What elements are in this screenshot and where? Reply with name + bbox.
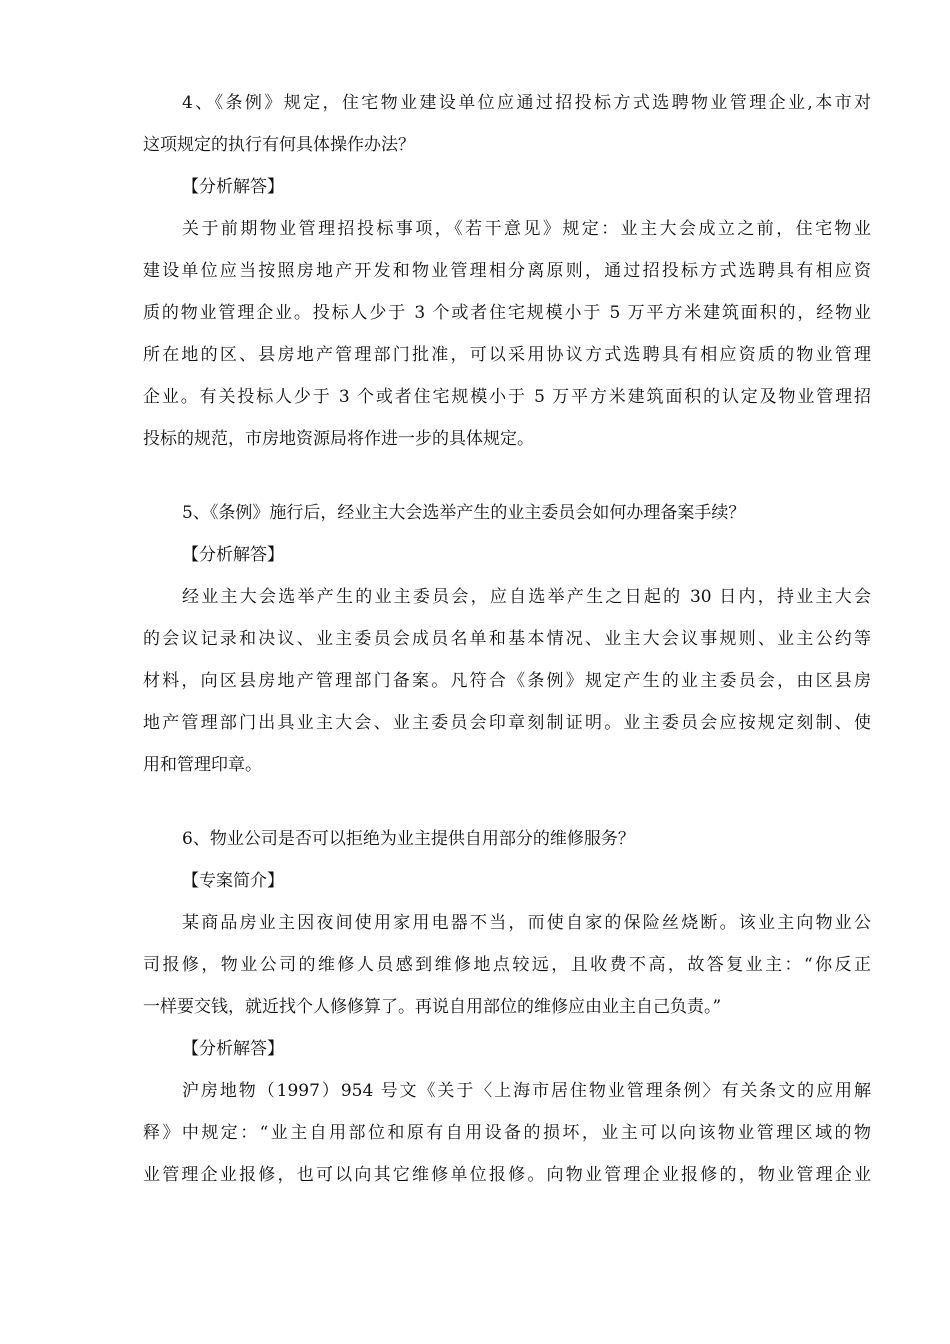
analysis-heading: 【分析解答】 (182, 545, 284, 565)
paragraph-line: 业管理企业报修，也可以向其它维修单位报修。向物业管理企业报修的，物业管理企业 (143, 1165, 871, 1185)
paragraph-line: 某商品房业主因夜间使用家用电器不当，而使自家的保险丝烧断。该业主向物业公 (182, 913, 871, 933)
paragraph-line: 司报修，物业公司的维修人员感到维修地点较远，且收费不高，故答复业主：“你反正 (143, 955, 871, 975)
paragraph-line: 企业。有关投标人少于 3 个或者住宅规模小于 5 万平方米建筑面积的认定及物业管理招 (143, 387, 871, 407)
analysis-heading: 【分析解答】 (182, 177, 284, 197)
paragraph-line: 质的物业管理企业。投标人少于 3 个或者住宅规模小于 5 万平方米建筑面积的，经物业 (143, 303, 871, 323)
paragraph-line: 经业主大会选举产生的业主委员会，应自选举产生之日起的 30 日内，持业主大会 (182, 587, 871, 607)
question-line: 6、物业公司是否可以拒绝为业主提供自用部分的维修服务？ (182, 829, 635, 849)
question-line: 这项规定的执行有何具体操作办法？ (143, 135, 415, 155)
question-line: 4、《条例》规定，住宅物业建设单位应通过招投标方式选聘物业管理企业,本市对 (182, 93, 871, 113)
document-body (143, 82, 871, 1196)
case-heading: 【专案简介】 (182, 871, 284, 891)
paragraph-line: 材料，向区县房地产管理部门备案。凡符合《条例》规定产生的业主委员会，由区县房 (143, 671, 871, 691)
section-5 (143, 492, 871, 786)
paragraph-line: 关于前期物业管理招投标事项，《若干意见》规定：业主大会成立之前，住宅物业 (182, 219, 871, 239)
paragraph-line: 的会议记录和决议、业主委员会成员名单和基本情况、业主大会议事规则、业主公约等 (143, 629, 871, 649)
paragraph-line: 一样要交钱，就近找个人修修算了。再说自用部位的维修应由业主自己负责。” (143, 997, 722, 1017)
paragraph-line: 建设单位应当按照房地产开发和物业管理相分离原则，通过招投标方式选聘具有相应资 (143, 261, 871, 281)
section-spacer (143, 786, 871, 818)
paragraph-line: 释》中规定：“业主自用部位和原有自用设备的损坏，业主可以向该物业管理区域的物 (143, 1123, 871, 1143)
section-spacer (143, 460, 871, 492)
paragraph-line: 沪房地物（1997）954 号文《关于〈上海市居住物业管理条例〉有关条文的应用解 (182, 1081, 871, 1101)
section-4 (143, 82, 871, 460)
paragraph-line: 投标的规范，市房地资源局将作进一步的具体规定。 (143, 429, 534, 449)
paragraph-line: 地产管理部门出具业主大会、业主委员会印章刻制证明。业主委员会应按规定刻制、使 (143, 713, 871, 733)
section-6 (143, 818, 871, 1196)
paragraph-line: 所在地的区、县房地产管理部门批准，可以采用协议方式选聘具有相应资质的物业管理 (143, 345, 871, 365)
question-line: 5、《条例》施行后，经业主大会选举产生的业主委员会如何办理备案手续？ (182, 503, 746, 523)
paragraph-line: 用和管理印章。 (143, 755, 262, 775)
analysis-heading: 【分析解答】 (182, 1039, 284, 1059)
